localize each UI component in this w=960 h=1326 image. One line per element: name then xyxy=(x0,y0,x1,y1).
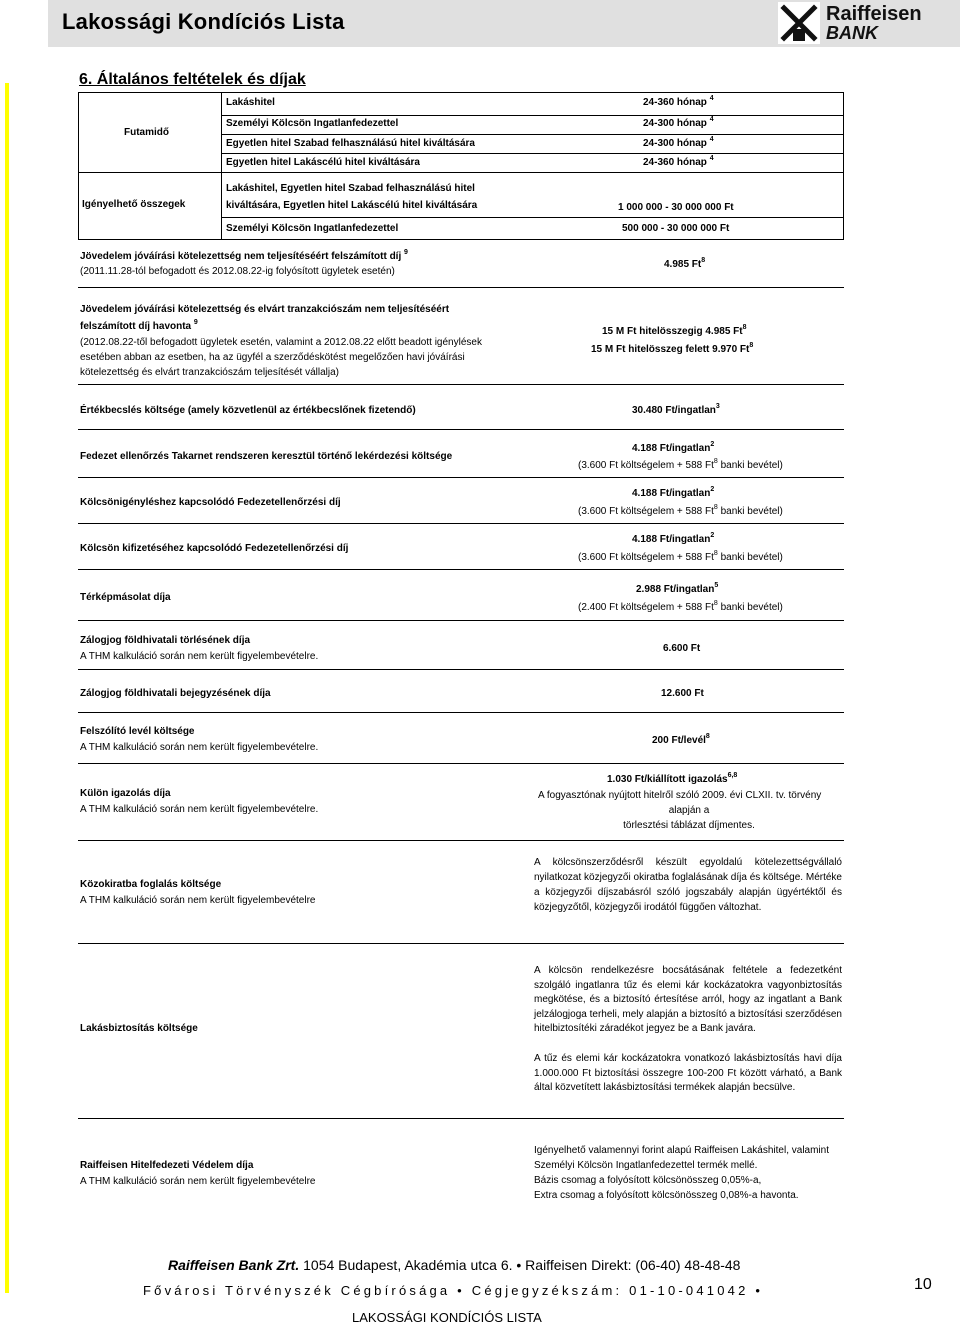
igenyelheto-label: Igényelhető összegek xyxy=(82,199,186,210)
vedelem-desc-1: Igényelhető valamennyi forint alapú Raiffeisen Lakáshitel, valamint xyxy=(534,1145,829,1156)
felszolito-note: A THM kalkuláció során nem került figyelembevételre. xyxy=(80,742,319,753)
divider xyxy=(78,523,844,524)
raiffeisen-logo xyxy=(778,2,958,44)
fedezet-value-3: 4.188 Ft/ingatlan$^2$ xyxy=(632,532,715,545)
ertekbecsles-title: Értékbecslés költsége (amely közvetlenül az értékbecslőnek fizetendő) xyxy=(80,405,416,416)
fedezet-sub-2: (3.600 Ft költségelem + 588 Ft$^8$ banki bevétel) xyxy=(578,504,783,517)
jovedelem1-value: 4.985 Ft$^8$ xyxy=(664,257,706,270)
divider xyxy=(78,840,844,841)
kulon-igazolas-title: Külön igazolás díja xyxy=(80,788,171,799)
zalog-bejegyzes-title: Zálogjog földhivatali bejegyzésének díja xyxy=(80,688,271,699)
futamido-name-2: Személyi Kölcsön Ingatlanfedezettel xyxy=(226,118,399,129)
felszolito-title: Felszólító levél költsége xyxy=(80,726,195,737)
zalog-torles-value: 6.600 Ft xyxy=(663,643,701,654)
kulon-igazolas-desc-3: törlesztési táblázat díjmentes. xyxy=(623,820,755,831)
divider xyxy=(78,943,844,944)
section-title: 6. Általános feltételek és díjak xyxy=(79,71,306,88)
futamido-value-2: 24-300 hónap $^4$ xyxy=(643,116,714,129)
kulon-igazolas-desc-1: A fogyasztónak nyújtott hitelről szóló 2009. évi CLXII. tv. törvény xyxy=(538,790,822,801)
terkepmasolat-value: 2.988 Ft/ingatlan$^5$ xyxy=(636,582,719,595)
terkepmasolat-sub: (2.400 Ft költségelem + 588 Ft$^8$ banki bevétel) xyxy=(578,600,783,613)
kulon-igazolas-note: A THM kalkuláció során nem került figyelembevételre. xyxy=(80,804,319,815)
divider xyxy=(78,669,844,670)
raiffeisen-crossed-horses-icon xyxy=(778,2,820,44)
divider xyxy=(78,477,844,478)
futamido-value-4: 24-360 hónap $^4$ xyxy=(643,155,714,168)
vedelem-desc-4: Extra csomag a folyósított kölcsönösszeg 0,08%-a havonta. xyxy=(534,1190,799,1201)
felszolito-value: 200 Ft/levél$^8$ xyxy=(652,733,710,746)
zalog-bejegyzes-value: 12.600 Ft xyxy=(661,688,704,699)
futamido-value-3: 24-300 hónap $^4$ xyxy=(643,136,714,149)
terkepmasolat-title: Térképmásolat díja xyxy=(80,592,171,603)
document-title: Lakossági Kondíciós Lista xyxy=(62,9,345,34)
igenyelheto-name-1a: Lakáshitel, Egyetlen hitel Szabad felhasználású hitel xyxy=(226,183,475,194)
lakasbiztositas-desc-2: A tűz és elemi kár kockázatokra vonatkozó lakásbiztosítás havi díja 1.000.000 Ft biztosítási összegre 100-200 Ft között várható, a Bank által közvetített lakásbiztosítási termékek alapján becsülve. xyxy=(534,1053,842,1094)
igenyelheto-value-2: 500 000 - 30 000 000 Ft xyxy=(622,223,730,234)
fedezet-sub-1: (3.600 Ft költségelem + 588 Ft$^8$ banki bevétel) xyxy=(578,458,783,471)
divider xyxy=(78,429,844,430)
fedezet-sub-3: (3.600 Ft költségelem + 588 Ft$^8$ banki bevétel) xyxy=(578,550,783,563)
jovedelem2-value-2: 15 M Ft hitelösszeg felett 9.970 Ft$^8$ xyxy=(591,342,754,355)
fedezet-value-1: 4.188 Ft/ingatlan$^2$ xyxy=(632,441,715,454)
jovedelem1-title: Jövedelem jóváírási kötelezettség nem teljesítéséért felszámított díj $^9$ xyxy=(80,249,408,262)
fedezet-title-2: Kölcsönigényléshez kapcsolódó Fedezetellenőrzési díj xyxy=(80,497,341,508)
page-number: 10 xyxy=(914,1276,932,1293)
logo-text-raiffeisen: Raiffeisen xyxy=(826,3,922,25)
footer-doc-name: LAKOSSÁGI KONDÍCIÓS LISTA xyxy=(352,1310,542,1325)
margin-marker xyxy=(5,83,9,1293)
lakasbiztositas-desc-1: A kölcsön rendelkezésre bocsátásának feltétele a fedezetként szolgáló ingatlanra tűz és elemi kár kockázatokra vagyonbiztosítás megkötése, és a biztosító értesítése arról, hogy az ingatlant a Bank jelzálogjoga terheli, mely alapján a biztosító a biztosítási szerződésen hitelbiztosítéki záradékot jegyez be a Bank javára. xyxy=(534,965,842,1035)
vedelem-desc-3: Bázis csomag a folyósított kölcsönösszeg 0,05%-a, xyxy=(534,1175,762,1186)
footer-company-line: Raiffeisen Bank Zrt. 1054 Budapest, Akadémia utca 6. • Raiffeisen Direkt: (06-40) 48-48-48 xyxy=(168,1257,741,1273)
igenyelheto-name-2: Személyi Kölcsön Ingatlanfedezettel xyxy=(226,223,399,234)
jovedelem1-note: (2011.11.28-tól befogadott és 2012.08.22-ig folyósított ügyletek esetén) xyxy=(80,266,395,277)
jovedelem2-note-1: (2012.08.22-től befogadott ügyletek esetén, valamint a 2012.08.22 előtt beadott igénylések xyxy=(80,337,482,348)
fedezet-value-2: 4.188 Ft/ingatlan$^2$ xyxy=(632,486,715,499)
footer-registry-line: Fővárosi Törvényszék Cégbírósága • Cégjegyzékszám: 01-10-041042 • xyxy=(143,1283,764,1298)
kulon-igazolas-desc-2: alapján a xyxy=(668,805,710,816)
divider xyxy=(78,384,844,385)
kozokirat-note: A THM kalkuláció során nem került figyelembevételre xyxy=(80,895,316,906)
fedezet-title-1: Fedezet ellenőrzés Takarnet rendszeren keresztül történő lekérdezési költsége xyxy=(80,451,453,462)
futamido-name-3: Egyetlen hitel Szabad felhasználású hitel kiváltására xyxy=(226,138,475,149)
kozokirat-title: Közokiratba foglalás költsége xyxy=(80,879,222,890)
jovedelem2-title-1: Jövedelem jóváírási kötelezettség és elvárt tranzakciószám nem teljesítéséért xyxy=(80,304,450,315)
logo-text-bank: BANK xyxy=(826,23,878,43)
zalog-torles-note: A THM kalkuláció során nem került figyelembevételre. xyxy=(80,651,319,662)
vedelem-note: A THM kalkuláció során nem került figyelembevételre xyxy=(80,1176,316,1187)
divider xyxy=(78,1118,844,1119)
zalog-torles-title: Zálogjog földhivatali törlésének díja xyxy=(80,635,251,646)
fedezet-title-3: Kölcsön kifizetéséhez kapcsolódó Fedezetellenőrzési díj xyxy=(80,543,349,554)
vedelem-title: Raiffeisen Hitelfedezeti Védelem díja xyxy=(80,1160,254,1171)
kulon-igazolas-value: 1.030 Ft/kiállított igazolás$^{6,8}$ xyxy=(607,772,738,785)
igenyelheto-value-1: 1 000 000 - 30 000 000 Ft xyxy=(618,202,734,213)
divider xyxy=(78,287,844,288)
lakasbiztositas-title: Lakásbiztosítás költsége xyxy=(80,1023,198,1034)
ertekbecsles-value: 30.480 Ft/ingatlan$^3$ xyxy=(632,403,720,416)
vedelem-desc-2: Személyi Kölcsön Ingatlanfedezettel termék mellé. xyxy=(534,1160,758,1171)
jovedelem2-note-3: kötelezettség és elvárt tranzakciószám teljesítését vállalja) xyxy=(80,367,340,378)
divider xyxy=(78,763,844,764)
futamido-value-1: 24-360 hónap $^4$ xyxy=(643,95,714,108)
divider xyxy=(78,620,844,621)
divider xyxy=(78,569,844,570)
futamido-label: Futamidő xyxy=(124,127,169,138)
futamido-name-4: Egyetlen hitel Lakáscélú hitel kiváltására xyxy=(226,157,420,168)
futamido-name-1: Lakáshitel xyxy=(226,97,275,108)
jovedelem2-title-2: felszámított díj havonta $^9$ xyxy=(80,319,198,332)
divider xyxy=(78,712,844,713)
kozokirat-desc: A kölcsönszerződésről készült egyoldalú kötelezettségvállaló nyilatkozat közjegyzői okiratba foglalásának díja és költsége. Mértéke a közjegyzői díjszabásról szóló jogszabály alapján ügyértéktől és közjegyzőtől, közjegyzői irodától függően változhat. xyxy=(534,857,842,913)
igenyelheto-name-1b: kiváltására, Egyetlen hitel Lakáscélú hitel kiváltására xyxy=(226,200,478,211)
jovedelem2-value-1: 15 M Ft hitelösszegig 4.985 Ft$^8$ xyxy=(602,324,747,337)
jovedelem2-note-2: esetében abban az esetben, ha az ügyfél a szerződéskötést megelőzően havi jóváírási xyxy=(80,352,465,363)
